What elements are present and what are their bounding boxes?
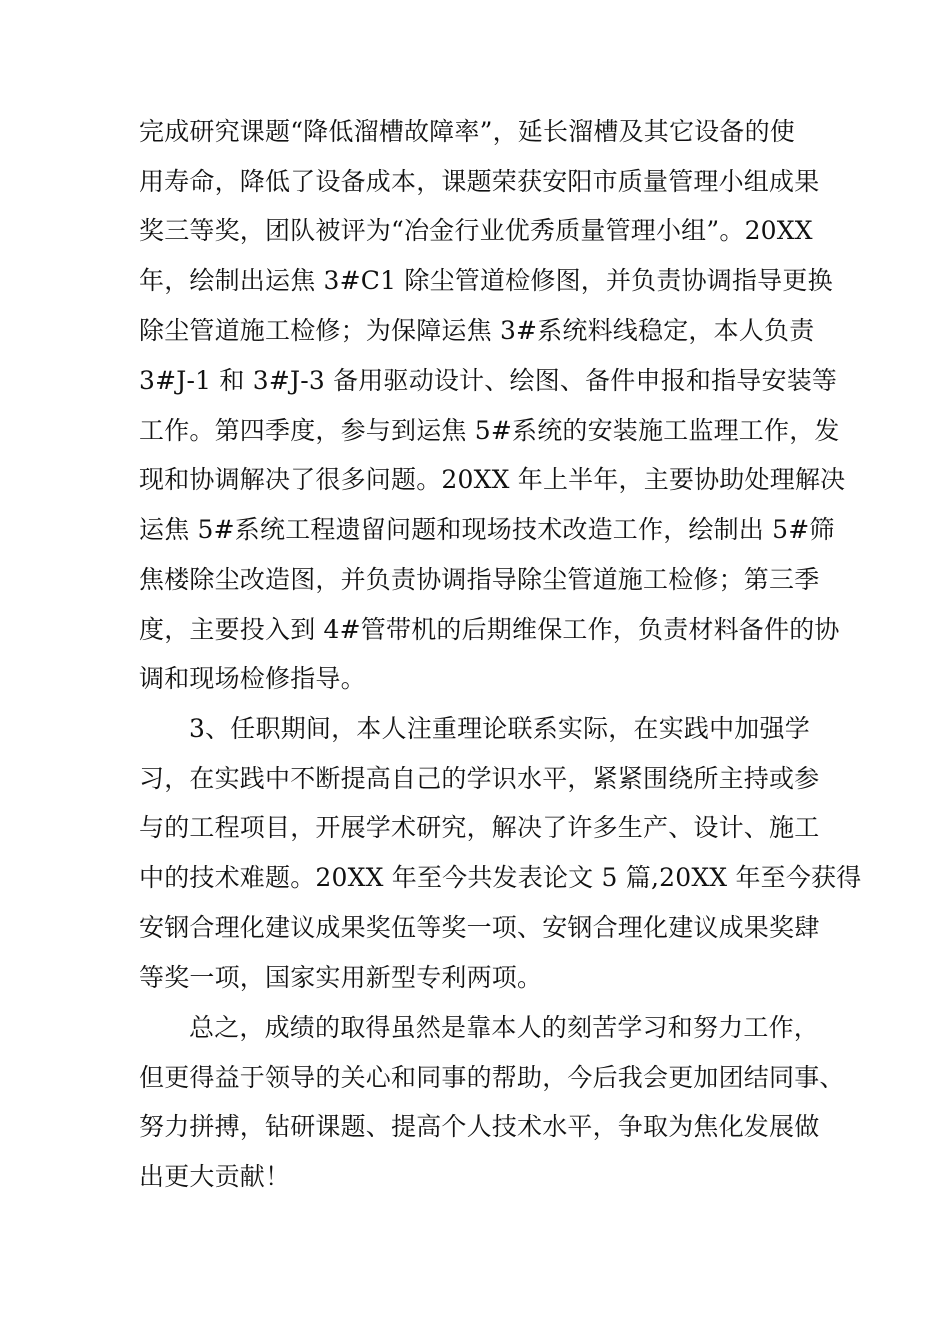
- text-line: 现和协调解决了很多问题。20XX 年上半年，主要协助处理解决: [139, 465, 846, 494]
- text-line: 工作。第四季度，参与到运焦 5#系统的安装施工监理工作，发: [139, 416, 840, 445]
- text-line: 除尘管道施工检修；为保障运焦 3#系统料线稳定，本人负责: [139, 316, 815, 345]
- text-line: 调和现场检修指导。: [139, 664, 366, 693]
- text-line: 奖三等奖，团队被评为“冶金行业优秀质量管理小组”。20XX: [139, 216, 813, 245]
- text-line: 努力拼搏，钻研课题、提高个人技术水平，争取为焦化发展做: [139, 1112, 820, 1141]
- text-line: 习，在实践中不断提高自己的学识水平，紧紧围绕所主持或参: [139, 764, 820, 793]
- text-line: 完成研究课题“降低溜槽故障率”，延长溜槽及其它设备的使: [139, 117, 795, 146]
- text-line: 3#J-1 和 3#J-3 备用驱动设计、绘图、备件申报和指导安装等: [139, 366, 838, 395]
- text-line: 总之，成绩的取得虽然是靠本人的刻苦学习和努力工作，: [189, 1013, 820, 1042]
- text-line: 度，主要投入到 4#管带机的后期维保工作，负责材料备件的协: [139, 615, 840, 644]
- text-line: 焦楼除尘改造图，并负责协调指导除尘管道施工检修；第三季: [139, 565, 820, 594]
- text-line: 安钢合理化建议成果奖伍等奖一项、安钢合理化建议成果奖肆: [139, 913, 820, 942]
- text-line: 但更得益于领导的关心和同事的帮助，今后我会更加团结同事、: [139, 1063, 845, 1092]
- text-line: 运焦 5#系统工程遗留问题和现场技术改造工作，绘制出 5#筛: [139, 515, 835, 544]
- text-line: 用寿命，降低了设备成本，课题荣获安阳市质量管理小组成果: [139, 167, 820, 196]
- text-line: 等奖一项，国家实用新型专利两项。: [139, 963, 543, 992]
- text-line: 与的工程项目，开展学术研究，解决了许多生产、设计、施工: [139, 813, 820, 842]
- text-line: 3、任职期间，本人注重理论联系实际，在实践中加强学: [189, 714, 810, 743]
- text-line: 年，绘制出运焦 3#C1 除尘管道检修图，并负责协调指导更换: [139, 266, 833, 295]
- text-line: 出更大贡献！: [139, 1162, 291, 1191]
- text-line: 中的技术难题。20XX 年至今共发表论文 5 篇,20XX 年至今获得: [139, 863, 862, 892]
